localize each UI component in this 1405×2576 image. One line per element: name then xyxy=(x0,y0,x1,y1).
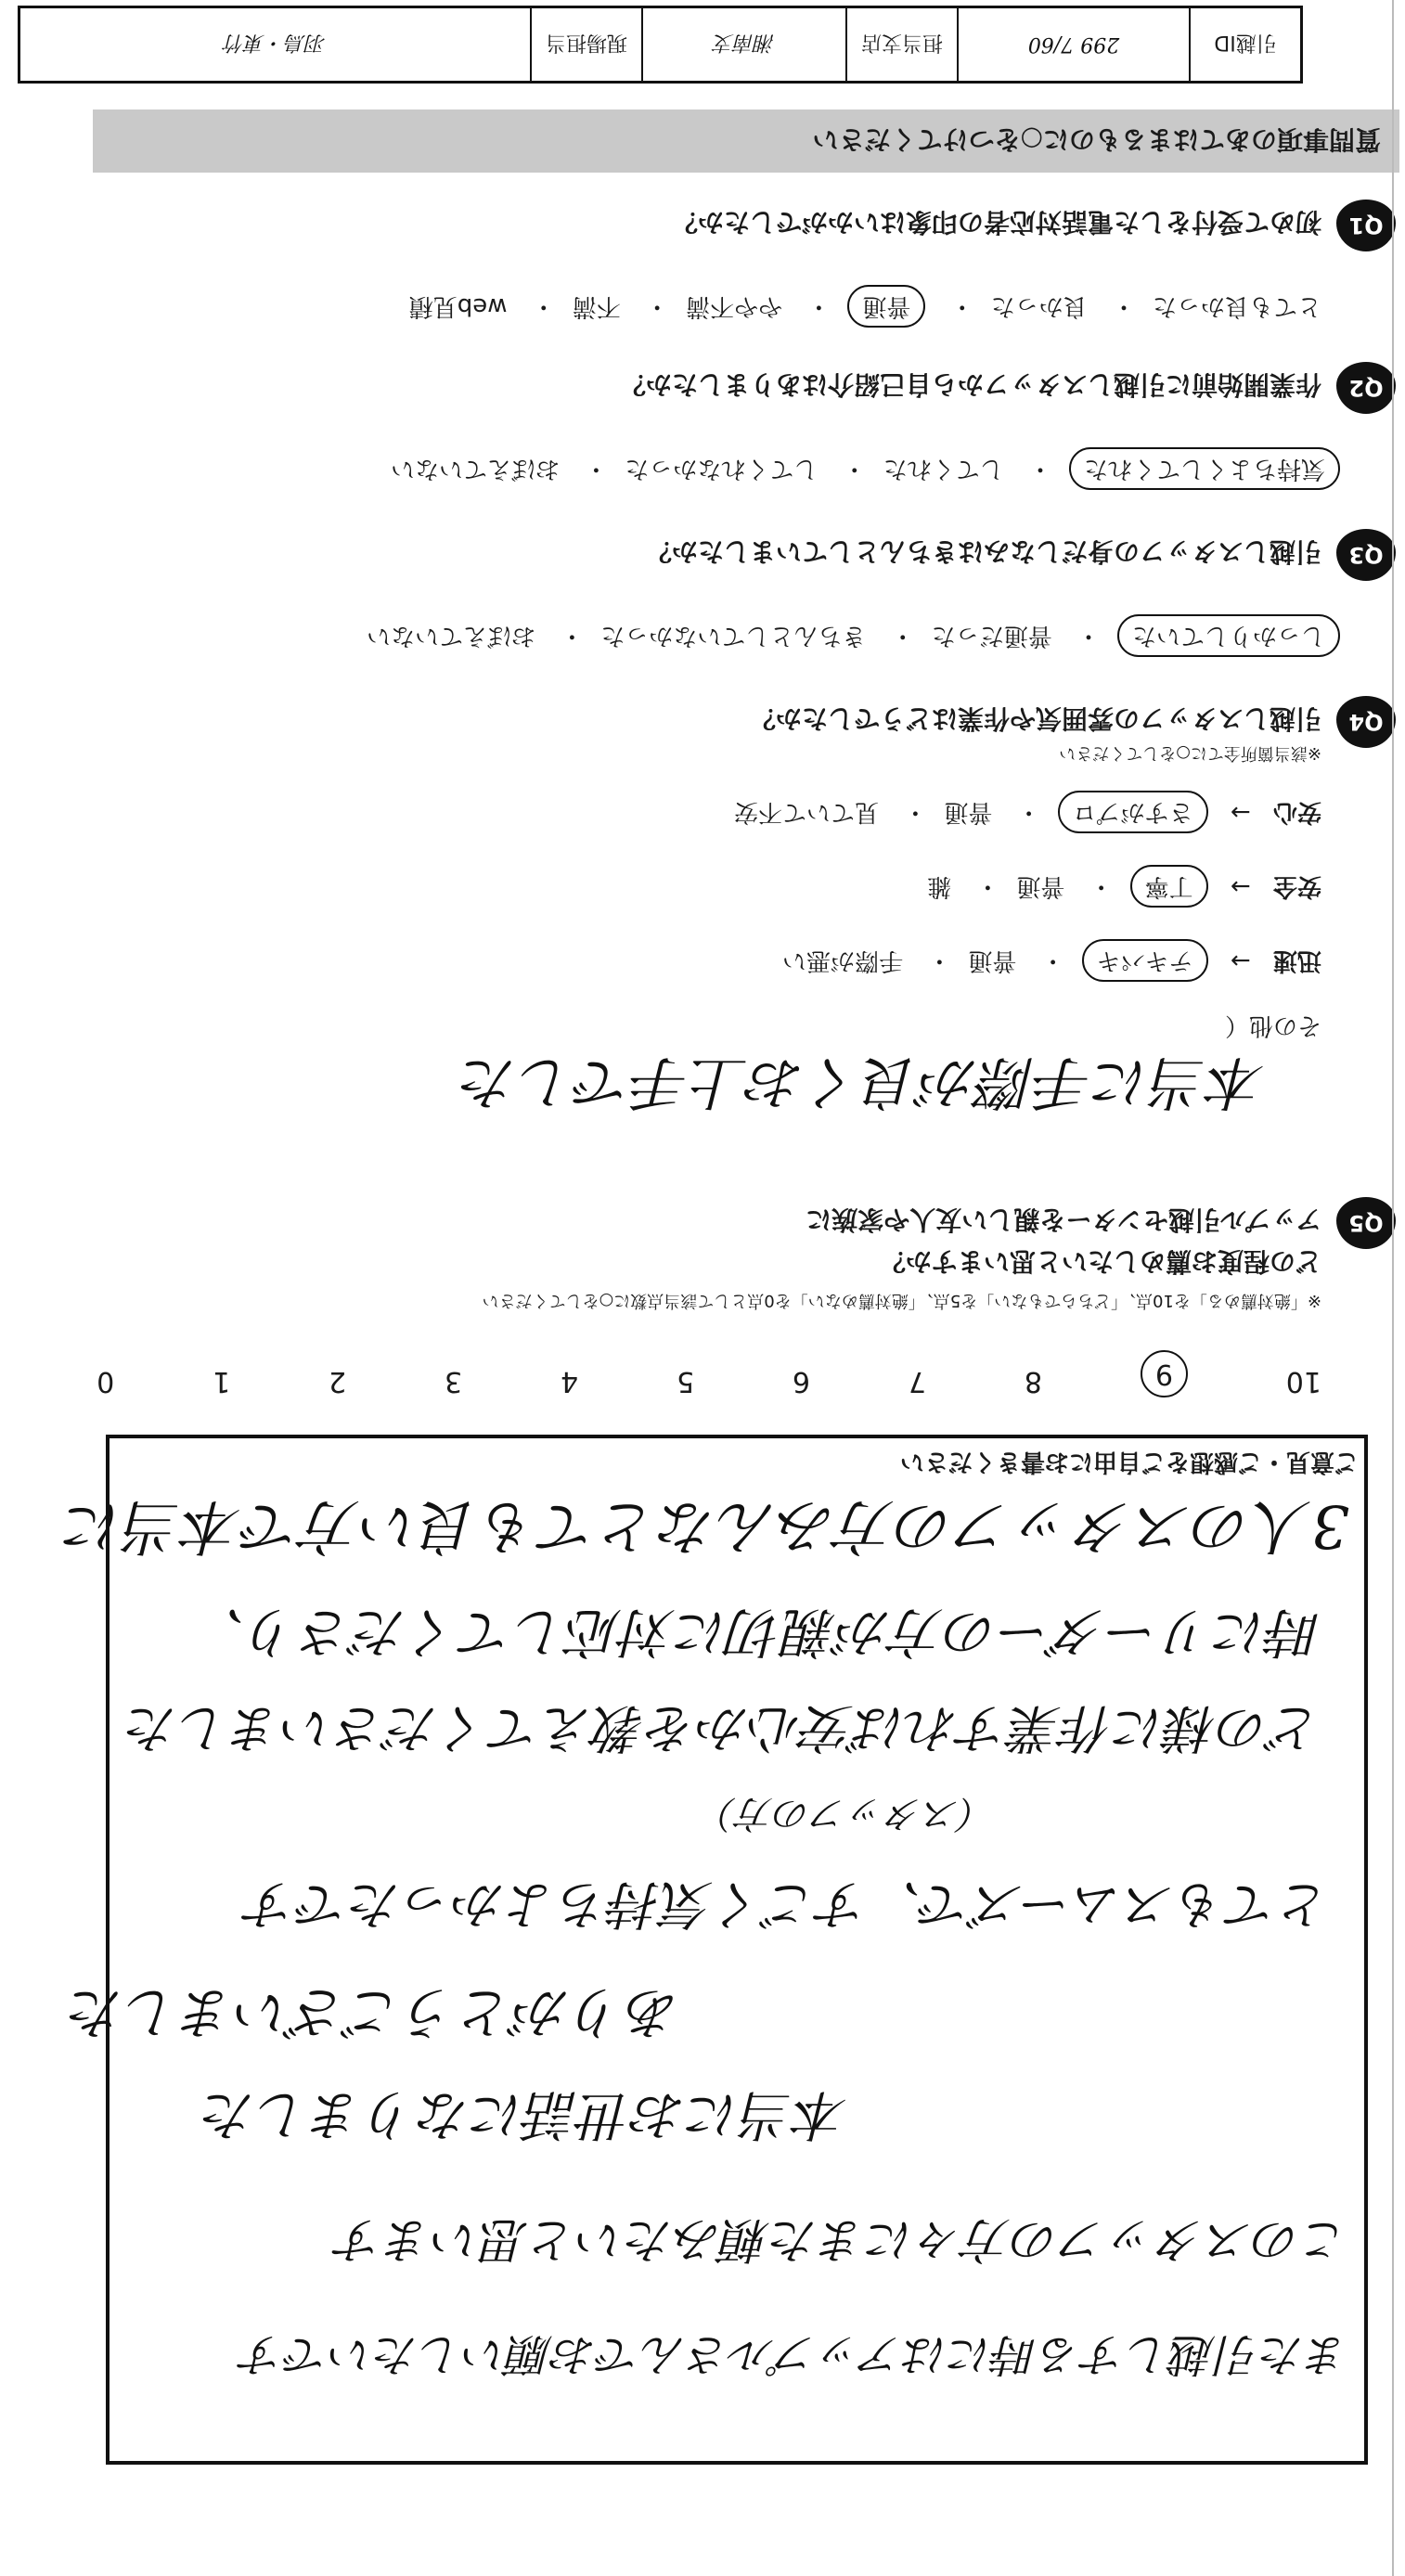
scale-point[interactable]: 7 xyxy=(908,1365,926,1397)
comment-line: 本当にお世話になりました xyxy=(201,2083,848,2146)
instruction-bar: 質問事項のあてはまるものに○をつけてください xyxy=(93,109,1399,173)
scale-point[interactable]: 8 xyxy=(1024,1365,1042,1397)
comment-line: また引越しする時にはアップルさんでお願いしたいです xyxy=(240,2328,1349,2380)
q4-option-selected[interactable]: さすがプロ xyxy=(1058,791,1208,833)
q4-option[interactable]: 普通 xyxy=(944,798,993,826)
q4-row-anzen: 安全 → 丁寧・ 普通・ 雑 xyxy=(927,871,1321,906)
scale-point[interactable]: 10 xyxy=(1285,1365,1321,1397)
q1-option[interactable]: 不満 xyxy=(572,292,621,320)
q3-option[interactable]: おぼえていない xyxy=(367,622,536,650)
q2-option[interactable]: してくれた xyxy=(883,455,1004,483)
comment-line: どの様に作業すれば安心かを教えてくださいました xyxy=(126,1697,1321,1758)
q4-row-jinsoku: 迅速 → テキパキ・ 普通・ 手際が悪い xyxy=(782,946,1321,980)
scale-point[interactable]: 5 xyxy=(676,1365,695,1397)
q2-option[interactable]: おぼえていない xyxy=(391,455,561,483)
q2-badge: Q2 xyxy=(1336,362,1396,414)
q1-option[interactable]: やや不満 xyxy=(686,292,783,320)
q3-option[interactable]: きちんとしていなかった xyxy=(600,622,867,650)
header-table xyxy=(18,6,1303,84)
q4-option[interactable]: 普通 xyxy=(968,947,1017,974)
q3-option[interactable]: 普通だった xyxy=(931,622,1052,650)
q4-other-label: その他（ xyxy=(1224,1011,1321,1039)
q1-option-selected[interactable]: 普通 xyxy=(847,285,925,328)
scale-point[interactable]: 1 xyxy=(213,1365,231,1397)
q5-badge: Q5 xyxy=(1336,1197,1396,1249)
scale-point[interactable]: 3 xyxy=(445,1365,463,1397)
q3-options: しっかりしていた・ 普通だった・ きちんとしていなかった・ おぼえていない xyxy=(367,621,1340,655)
q3-question: 引越しスタッフの身だしなみはきちんとしていましたか？ xyxy=(645,536,1321,567)
q4-option[interactable]: 手際が悪い xyxy=(782,947,904,974)
q4-option-selected[interactable]: 丁寧 xyxy=(1130,865,1208,908)
q4-badge: Q4 xyxy=(1336,696,1396,748)
q4-row-label: 安全 xyxy=(1272,872,1321,900)
id-label: 引越ID xyxy=(1189,8,1300,81)
comment-line: とてもスムーズで、すごく気持ちよかったです xyxy=(245,1874,1331,1934)
q5-note: ※「絶対薦める」を10点、「どちらでもない」を5点、「絶対薦めない」を0点として該当点数に○をしてください xyxy=(482,1291,1321,1310)
comments-title: ご意見・ご感想をご自由にお書きください xyxy=(899,1448,1359,1475)
q1-option[interactable]: web見積 xyxy=(408,292,508,320)
comment-line: 3人のスタッフの方みんなとても良い方で本当に xyxy=(64,1491,1349,1560)
arrow-icon: → xyxy=(1230,872,1251,900)
q4-option[interactable]: 普通 xyxy=(1016,872,1065,900)
q3-option-selected[interactable]: しっかりしていた xyxy=(1117,614,1340,657)
q4-other-handwritten: 本当に手際が良くお上手でした xyxy=(459,1049,1266,1116)
q1-question: 初めて受付をした電話対応者の印象はいかがでしたか？ xyxy=(671,207,1321,238)
q5-scale xyxy=(97,1350,1321,1397)
arrow-icon: → xyxy=(1230,947,1251,974)
q4-row-anshin: 安心 → さすがプロ・ 普通・ 見ていて不安 xyxy=(734,797,1321,831)
q4-option[interactable]: 見ていて不安 xyxy=(734,798,880,826)
q4-option[interactable]: 雑 xyxy=(927,872,952,900)
staff-label: 現場担当 xyxy=(530,8,641,81)
branch-value: 湘南支 xyxy=(641,8,845,81)
scale-point[interactable]: 6 xyxy=(792,1365,811,1397)
scale-point-selected[interactable]: 9 xyxy=(1141,1350,1188,1397)
q4-note: ※該当箇所全てに○をしてください xyxy=(1059,743,1321,763)
q4-row-label: 迅速 xyxy=(1272,947,1321,974)
staff-value: 羽鳥・東竹 xyxy=(224,31,327,55)
q4-row-label: 安心 xyxy=(1272,798,1321,826)
q2-option-selected[interactable]: 気持ちよくしてくれた xyxy=(1069,447,1340,490)
q5-question-line1: アップル引越センターを親しい友人や家族に xyxy=(806,1204,1321,1235)
q1-option[interactable]: 良かった xyxy=(990,292,1088,320)
scale-point[interactable]: 0 xyxy=(97,1365,115,1397)
comment-line: ありがとうございました xyxy=(69,1979,681,2044)
comment-line: このスタッフの方々にまた頼みたいと思います xyxy=(335,2211,1349,2267)
q1-options: とても良かった・ 良かった・ 普通・ やや不満・ 不満・ web見積 xyxy=(409,291,1321,326)
q2-question: 作業開始前に引越しスタッフから自己紹介はありましたか？ xyxy=(619,369,1321,400)
scale-point[interactable]: 2 xyxy=(329,1365,347,1397)
branch-label: 担当支店 xyxy=(845,8,957,81)
q2-option[interactable]: してくれなかった xyxy=(625,455,819,483)
q4-option-selected[interactable]: テキパキ xyxy=(1082,939,1208,982)
comments-box[interactable] xyxy=(106,1435,1368,2465)
id-value: 299 7/60 xyxy=(957,8,1189,81)
comment-line-annotation: （スタッフの方） xyxy=(700,1792,997,1835)
scale-point[interactable]: 4 xyxy=(561,1365,579,1397)
q4-question: 引越しスタッフの雰囲気や作業はどうでしたか？ xyxy=(749,703,1321,734)
q2-options: 気持ちよくしてくれた・ してくれた・ してくれなかった・ おぼえていない xyxy=(391,454,1340,488)
q3-badge: Q3 xyxy=(1336,529,1396,581)
comment-line: 時にリーダーの方が親切に対応してくださり、 xyxy=(190,1601,1321,1664)
arrow-icon: → xyxy=(1230,798,1251,826)
scan-edge-line xyxy=(1392,0,1394,2576)
q1-option[interactable]: とても良かった xyxy=(1152,292,1321,320)
q1-badge: Q1 xyxy=(1336,200,1396,251)
q5-question-line2: どの程度お薦めしたいと思いますか？ xyxy=(879,1246,1321,1277)
